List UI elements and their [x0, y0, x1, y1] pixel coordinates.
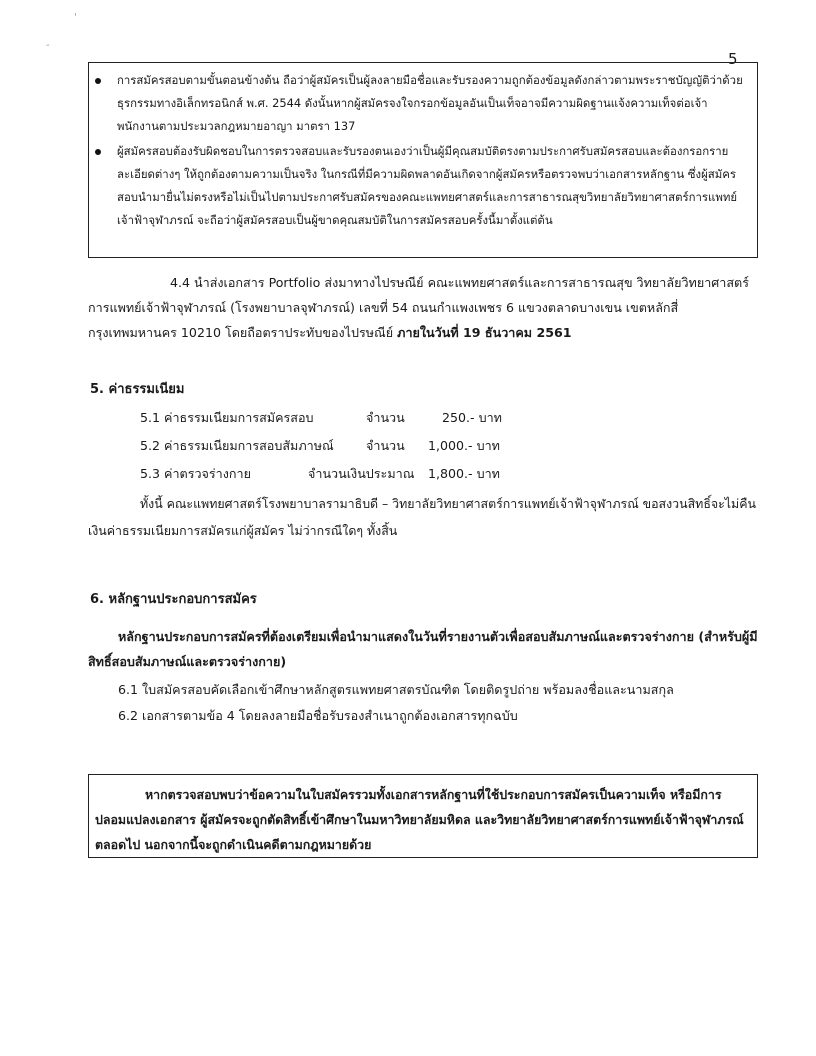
warning-box: [88, 774, 758, 858]
notice-bullet: [117, 69, 749, 138]
fee-label: 5.2 ค่าธรรมเนียมการสอบสัมภาษณ์: [140, 438, 334, 453]
fee-qty-label: จำนวนเงินประมาณ: [308, 466, 415, 481]
fee-amount: 1,000.- บาท: [428, 438, 500, 453]
notice-bullet-text: ผู้สมัครสอบต้องรับผิดชอบในการตรวจสอบและรับรองตนเองว่าเป็นผู้มีคุณสมบัติตรงตามประกาศรับสมัครสอบและต้องกรอกรายละเอียดต่างๆ ให้ถูกต้องตามความเป็นจริง ในกรณีที่มีความผิดพลาดอันเกิดจากผู้สมัครหรือตรวจพบว่าเอกสารหลักฐาน ซึ่งผู้สมัครสอบนำมายื่นไม่ตรงหรือไม่เป็นไปตามประกาศรับสมัครของคณะแพทยศาสตร์และการสาธารณสุขวิทยาลัยวิทยาศาสตร์การแพทย์เจ้าฟ้าจุฬาภรณ์ จะถือว่าผู้สมัครสอบเป็นผู้ขาดคุณสมบัติในการสมัครสอบครั้งนี้มาตั้งแต่ต้น: [117, 144, 738, 227]
notice-bullet-text: การสมัครสอบตามขั้นตอนข้างต้น ถือว่าผู้สมัครเป็นผู้ลงลายมือชื่อและรับรองความถูกต้องข้อมูลดังกล่าวตามพระราชบัญญัติว่าด้วยธุรกรรมทางอิเล็กทรอนิกส์ พ.ศ. 2544 ดังนั้นหากผู้สมัครจงใจกรอกข้อมูลอันเป็นเท็จอาจมีความผิดฐานแจ้งความเท็จต่อเจ้าพนักงานตามประมวลกฎหมายอาญา มาตรา 137: [117, 73, 743, 133]
section-6-intro-text: หลักฐานประกอบการสมัครที่ต้องเตรียมเพื่อนำมาแสดงในวันที่รายงานตัวเพื่อสอบสัมภาษณ์และตรวจร่างกาย (สำหรับผู้มีสิทธิ์สอบสัมภาษณ์และตรวจร่างกาย): [88, 629, 758, 669]
fee-label: 5.3 ค่าตรวจร่างกาย: [140, 466, 251, 481]
notice-box: [88, 62, 758, 258]
section-4-4-text: 4.4 นำส่งเอกสาร Portfolio ส่งมาทางไปรษณีย์ คณะแพทยศาสตร์และการสาธารณสุข วิทยาลัยวิทยาศาสตร์การแพทย์เจ้าฟ้าจุฬาภรณ์ (โรงพยาบาลจุฬาภรณ์) เลขที่ 54 ถนนกำแพงเพชร 6 แขวงตลาดบางเขน เขตหลักสี่ กรุงเทพมหานคร 10210 โดยถือตราประทับของไปรษณีย์: [88, 275, 749, 340]
fee-amount: 250.- บาท: [442, 410, 502, 425]
fee-note-text: ทั้งนี้ คณะแพทยศาสตร์โรงพยาบาลรามาธิบดี – วิทยาลัยวิทยาศาสตร์การแพทย์เจ้าฟ้าจุฬาภรณ์ ขอสงวนสิทธิ์จะไม่คืนเงินค่าธรรมเนียมการสมัครแก่ผู้สมัคร ไม่ว่ากรณีใดๆ ทั้งสิ้น: [88, 496, 756, 538]
notice-bullet: [117, 140, 749, 232]
scan-speck: ': [74, 12, 77, 23]
section-4-4-paragraph: [88, 270, 760, 345]
section-4-4-deadline: ภายในวันที่ 19 ธันวาคม 2561: [397, 325, 572, 340]
evidence-item: 6.2 เอกสารตามข้อ 4 โดยลงลายมือชื่อรับรองสำเนาถูกต้องเอกสารทุกฉบับ: [118, 708, 518, 723]
fee-qty-label: จำนวน: [366, 410, 405, 425]
fee-label: 5.1 ค่าธรรมเนียมการสมัครสอบ: [140, 410, 314, 425]
section-5-heading: 5. ค่าธรรมเนียม: [90, 382, 185, 397]
bullet-icon: [95, 78, 101, 84]
scan-speck: -: [46, 40, 50, 51]
evidence-item: 6.1 ใบสมัครสอบคัดเลือกเข้าศึกษาหลักสูตรแพทยศาสตรบัณฑิต โดยติดรูปถ่าย พร้อมลงชื่อและนามสกุล: [118, 682, 674, 697]
page-number: 5: [728, 50, 738, 68]
fee-qty-label: จำนวน: [366, 438, 405, 453]
bullet-icon: [95, 149, 101, 155]
warning-text: หากตรวจสอบพบว่าข้อความในใบสมัครรวมทั้งเอกสารหลักฐานที่ใช้ประกอบการสมัครเป็นความเท็จ หรือมีการปลอมแปลงเอกสาร ผู้สมัครจะถูกตัดสิทธิ์เข้าศึกษาในมหาวิทยาลัยมหิดล และวิทยาลัยวิทยาศาสตร์การแพทย์เจ้าฟ้าจุฬาภรณ์ตลอดไป นอกจากนี้จะถูกดำเนินคดีตามกฎหมายด้วย: [95, 787, 744, 852]
section-6-intro: [88, 624, 760, 674]
section-6-heading: 6. หลักฐานประกอบการสมัคร: [90, 592, 257, 607]
fee-note: [88, 490, 760, 544]
fee-amount: 1,800.- บาท: [428, 466, 500, 481]
